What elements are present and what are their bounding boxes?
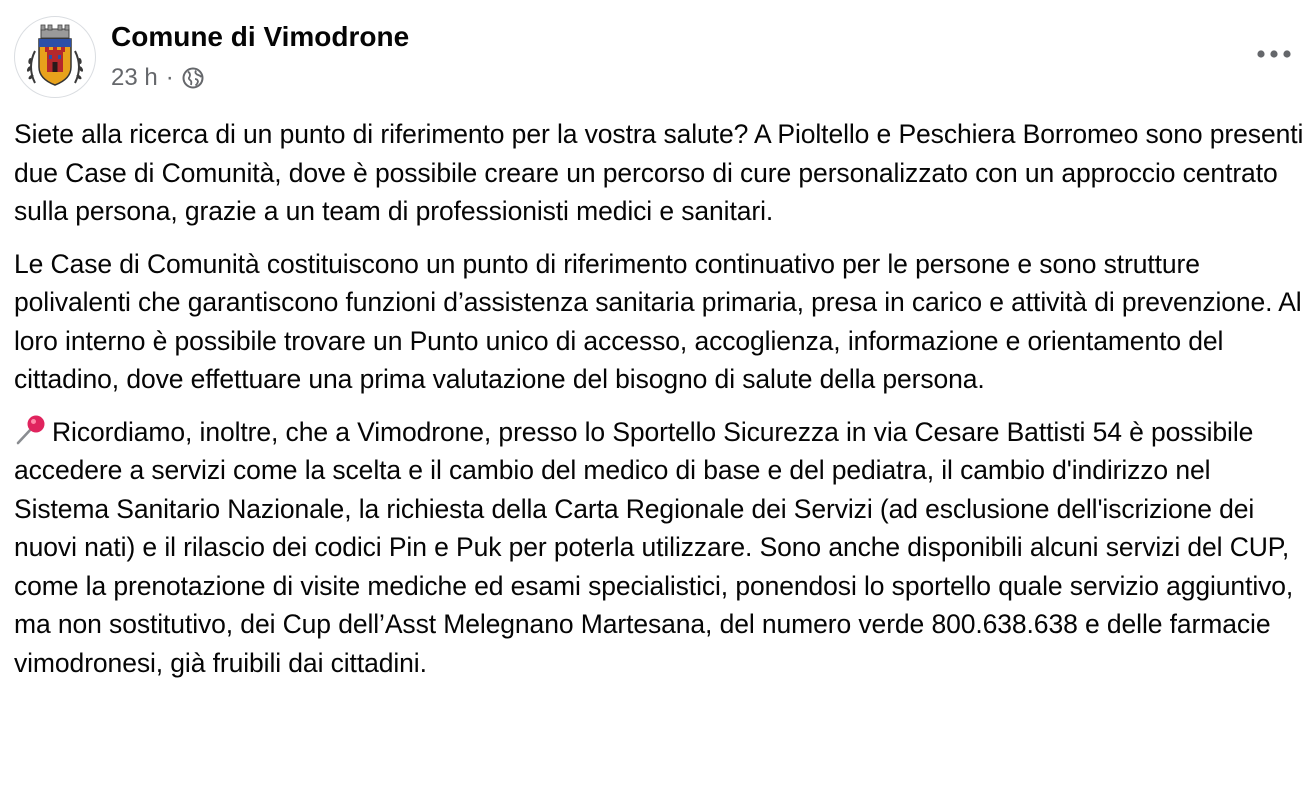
- coat-of-arms-logo: [15, 17, 95, 97]
- post-paragraph: Siete alla ricerca di un punto di riferimento per la vostra salute? A Pioltello e Peschiera Borromeo sono presenti due Case di Comunità, dove è possibile creare un percorso di cure personalizzato con un approccio centrato sulla persona, grazie a un team di professionisti medici e sanitari.: [14, 119, 1304, 226]
- more-horizontal-icon: [1257, 49, 1291, 59]
- post-timestamp[interactable]: 23 h: [111, 64, 158, 91]
- page-avatar[interactable]: [14, 16, 96, 98]
- post-paragraph: Le Case di Comunità costituiscono un punto di riferimento continuativo per le persone e sono strutture polivalenti che garantiscono funzioni d’assistenza sanitaria primaria, presa in carico e attività di prevenzione. Al loro interno è possibile trovare un Punto unico di accesso, accoglienza, informazione e orientamento del cittadino, dove effettuare una prima valutazione del bisogno di salute della persona.: [14, 248, 1302, 394]
- globe-icon[interactable]: [181, 66, 205, 90]
- post-paragraph-pin: [14, 413, 1310, 683]
- post-meta: [111, 64, 205, 92]
- page-name-link[interactable]: Comune di Vimodrone: [111, 21, 410, 52]
- pin-paragraph-text: Ricordiamo, inoltre, che a Vimodrone, presso lo Sportello Sicurezza in via Cesare Battisti 54 è possibile accedere a servizi come la scelta e il cambio del medico di base e del pediatra, il cambio d'indirizzo nel Sistema Sanitario Nazionale, la richiesta della Carta Regionale dei Servizi (ad esclusione dell'iscrizione dei nuovi nati) e il rilascio dei codici Pin e Puk per poterla utilizzare. Sono anche disponibili alcuni servizi del CUP, come la prenotazione di visite mediche ed esami specialistici, ponendosi lo sportello quale servizio aggiuntivo, ma non sostitutivo, dei Cup dell’Asst Melegnano Martesana, del numero verde 800.638.638 e delle farmacie vimodronesi, già fruibili dai cittadini.: [14, 416, 1294, 678]
- post-body: [14, 115, 1310, 696]
- post-header: [14, 16, 1300, 100]
- meta-separator: ·: [165, 64, 174, 91]
- round-pushpin-icon: [14, 415, 48, 445]
- post-options-button[interactable]: [1254, 42, 1294, 66]
